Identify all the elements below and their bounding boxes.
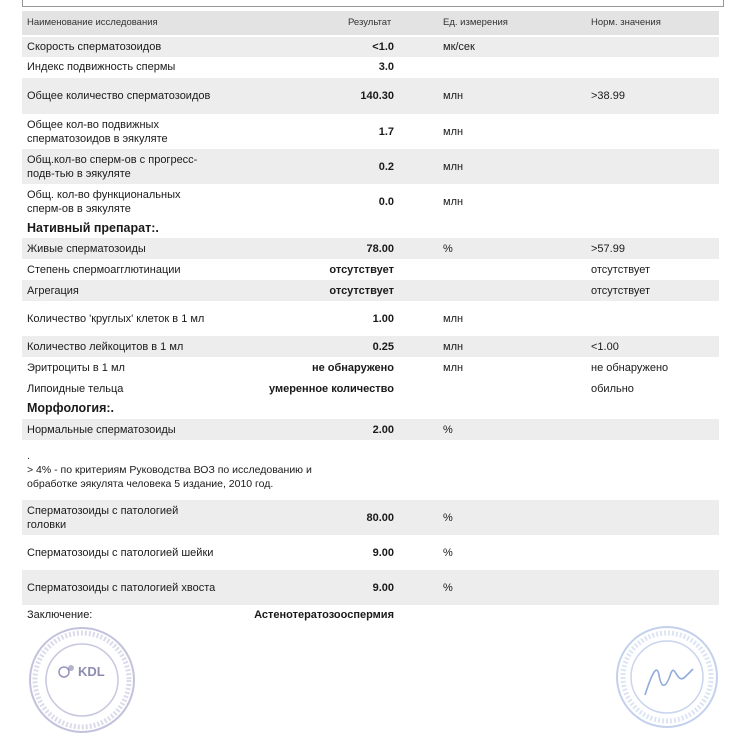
row-result: не обнаружено bbox=[311, 361, 394, 374]
row-unit: % bbox=[443, 546, 453, 559]
table-header bbox=[22, 11, 719, 35]
table-row bbox=[22, 570, 719, 605]
row-result: 80.00 bbox=[366, 511, 394, 524]
row-name: Степень спермоагглютинации bbox=[27, 263, 181, 276]
row-unit: млн bbox=[443, 160, 464, 173]
table-row bbox=[22, 114, 719, 149]
row-result: 0.0 bbox=[378, 195, 394, 208]
conclusion-value: Астенотератозооспермия bbox=[254, 608, 394, 621]
row-name: Количество 'круглых' клеток в 1 мл bbox=[27, 312, 205, 325]
row-unit: млн bbox=[443, 90, 464, 102]
row-unit: млн bbox=[443, 340, 464, 353]
row-result: 0.2 bbox=[378, 160, 394, 173]
table-row bbox=[22, 238, 719, 259]
row-result: 1.7 bbox=[378, 125, 394, 138]
table-row bbox=[22, 535, 719, 570]
row-unit: % bbox=[443, 423, 453, 436]
row-name: Количество лейкоцитов в 1 мл bbox=[27, 340, 184, 353]
doctor-stamp-right bbox=[615, 625, 719, 729]
col-result-header: Результат bbox=[348, 17, 392, 28]
row-name: Общ. кол-во функциональных сперм-ов в эякуляте bbox=[27, 188, 181, 215]
row-result: отсутствует bbox=[329, 284, 394, 297]
row-result: 2.00 bbox=[372, 423, 394, 436]
table-row bbox=[22, 37, 719, 57]
row-unit: млн bbox=[443, 361, 464, 374]
table-row bbox=[22, 500, 719, 535]
row-result: <1.0 bbox=[372, 41, 394, 53]
row-result: 9.00 bbox=[372, 581, 394, 594]
note-dot: . bbox=[27, 450, 30, 462]
table-row bbox=[22, 259, 719, 280]
row-norm: отсутствует bbox=[591, 263, 651, 276]
row-result: 140.30 bbox=[360, 90, 394, 102]
col-norm-header: Норм. значения bbox=[591, 17, 661, 28]
row-name: Общее кол-во подвижных сперматозоидов в эякуляте bbox=[27, 118, 168, 145]
row-name: Индекс подвижность спермы bbox=[27, 61, 176, 73]
row-unit: млн bbox=[443, 312, 464, 325]
row-unit: % bbox=[443, 242, 453, 255]
row-result: 0.25 bbox=[372, 340, 394, 353]
row-unit: млн bbox=[443, 195, 464, 208]
table-row bbox=[22, 149, 719, 184]
row-norm: >57.99 bbox=[591, 242, 625, 255]
table-row bbox=[22, 378, 719, 399]
row-name: Агрегация bbox=[27, 284, 79, 297]
note-text: > 4% - по критериям Руководства ВОЗ по исследованию и обработке эякулята человека 5 издание, 2010 год. bbox=[27, 464, 312, 490]
row-name: Скорость сперматозоидов bbox=[27, 41, 162, 53]
table-row bbox=[22, 184, 719, 219]
table-row bbox=[22, 280, 719, 301]
row-norm: обильно bbox=[591, 382, 634, 395]
row-unit: % bbox=[443, 511, 453, 524]
who-criteria-note bbox=[27, 449, 347, 491]
row-result: 78.00 bbox=[366, 242, 394, 255]
col-unit-header: Ед. измерения bbox=[443, 17, 508, 28]
row-name: Сперматозоиды с патологией хвоста bbox=[27, 581, 216, 594]
table-row bbox=[22, 419, 719, 440]
col-name-header: Наименование исследования bbox=[27, 17, 158, 28]
row-name: Нормальные сперматозоиды bbox=[27, 423, 176, 436]
row-result: 3.0 bbox=[378, 61, 394, 73]
row-norm: отсутствует bbox=[591, 284, 651, 297]
top-frame bbox=[22, 0, 724, 7]
table-row bbox=[22, 357, 719, 378]
row-result: умеренное количество bbox=[268, 382, 394, 395]
signature-icon bbox=[645, 669, 693, 695]
row-name: Сперматозоиды с патологией шейки bbox=[27, 546, 214, 559]
table-row bbox=[22, 336, 719, 357]
section-native-title: Нативный препарат:. bbox=[27, 221, 159, 235]
row-result: отсутствует bbox=[329, 263, 394, 276]
row-result: 9.00 bbox=[372, 546, 394, 559]
stamp-logo-text: KDL bbox=[78, 664, 105, 679]
row-norm: <1.00 bbox=[591, 340, 619, 353]
row-norm: не обнаружено bbox=[591, 361, 669, 374]
table-row bbox=[22, 301, 719, 336]
row-name: Эритроциты в 1 мл bbox=[27, 361, 125, 374]
table-row bbox=[22, 78, 719, 114]
row-unit: мк/сек bbox=[443, 41, 475, 53]
conclusion-label: Заключение: bbox=[27, 608, 93, 621]
row-unit: % bbox=[443, 581, 453, 594]
row-name: Общее количество сперматозоидов bbox=[27, 90, 211, 102]
kdl-logo-icon bbox=[59, 665, 74, 677]
section-morph-title: Морфология:. bbox=[27, 401, 115, 415]
row-result: 1.00 bbox=[372, 312, 394, 325]
table-row bbox=[22, 57, 719, 77]
row-name: Общ.кол-во сперм-ов с прогресс-подв-тью в эякуляте bbox=[27, 153, 198, 180]
lab-stamp-left bbox=[26, 624, 138, 736]
row-unit: млн bbox=[443, 125, 464, 138]
row-name: Сперматозоиды с патологией головки bbox=[27, 504, 179, 531]
conclusion-row bbox=[22, 605, 719, 624]
row-name: Живые сперматозоиды bbox=[27, 242, 146, 255]
row-name: Липоидные тельца bbox=[27, 382, 124, 395]
row-norm: >38.99 bbox=[591, 90, 625, 102]
